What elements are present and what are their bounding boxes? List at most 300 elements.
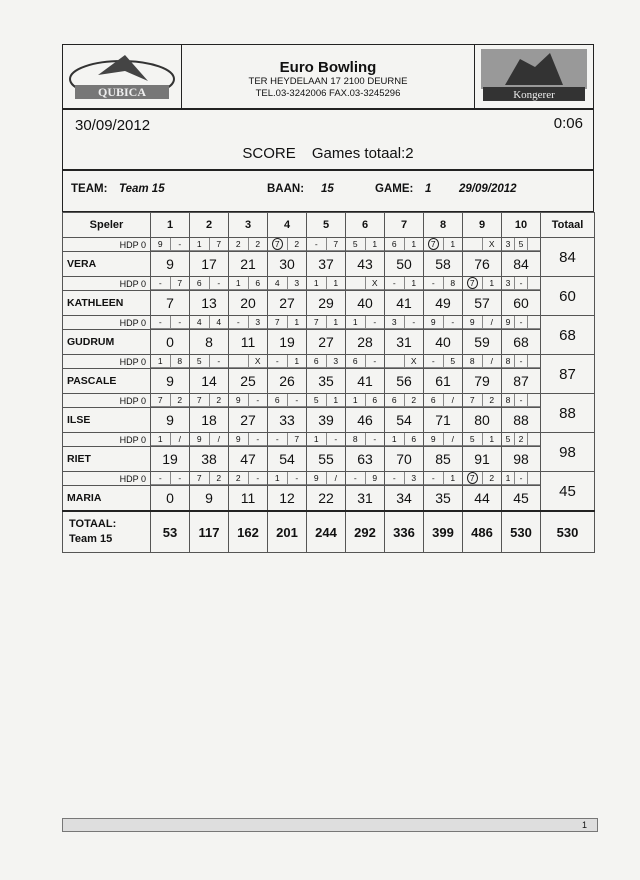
player-row: [63, 238, 595, 252]
frame-balls: [151, 238, 190, 252]
ball-result: -: [307, 238, 327, 250]
ball-result: 7: [177, 278, 183, 288]
ball-result: 3: [333, 356, 339, 366]
ball-result: 9: [372, 473, 378, 483]
frame-balls: [268, 472, 307, 486]
team-grand-total: 530: [541, 511, 595, 553]
player-name: ILSE: [63, 408, 151, 433]
ball-result: 8: [450, 278, 456, 288]
ball-result: 6: [385, 238, 405, 250]
frame-balls: [268, 355, 307, 369]
ball-result: -: [515, 355, 528, 367]
ball-result: 9: [463, 316, 483, 328]
ball-result: 1: [190, 238, 210, 250]
ball-result: [528, 238, 540, 250]
frame-cumulative-score: 26: [268, 369, 307, 394]
ball-result: /: [490, 356, 493, 366]
page-footer-bar: [62, 818, 598, 832]
frame-balls: [268, 277, 307, 291]
frame-cumulative-score: 39: [307, 408, 346, 433]
ball-result: -: [424, 472, 444, 484]
frame-balls: [151, 472, 190, 486]
score-title: [63, 145, 593, 162]
ball-result: 3: [294, 278, 300, 288]
frame-cumulative-score: 35: [424, 486, 463, 512]
ball-result: [528, 394, 540, 406]
frame-cumulative-score: 56: [385, 369, 424, 394]
frame-cumulative-score: 84: [502, 252, 541, 277]
team-frame-total: 399: [424, 511, 463, 553]
frame-cumulative-score: 79: [463, 369, 502, 394]
frame-cumulative-score: 91: [463, 447, 502, 472]
team-total-name: Team 15: [69, 533, 113, 545]
ball-result: 5: [502, 433, 515, 445]
ball-result: [346, 277, 366, 289]
frame-cumulative-score: 27: [268, 291, 307, 316]
ball-result: -: [256, 434, 260, 444]
frame-balls: [190, 316, 229, 330]
game-number: 1: [425, 183, 432, 195]
page-number: 1: [581, 820, 587, 830]
ball-result: 2: [515, 433, 528, 445]
frame-cumulative-score: 25: [229, 369, 268, 394]
frame-balls: [268, 394, 307, 408]
frame-balls: [268, 238, 307, 252]
frame-balls: [346, 316, 385, 330]
ball-result: 9: [424, 316, 444, 328]
team-name: Team 15: [119, 183, 165, 195]
frame-cumulative-score: 9: [151, 252, 190, 277]
ball-result: -: [295, 395, 299, 405]
ball-result: 7: [307, 316, 327, 328]
ball-result: /: [451, 395, 454, 405]
column-header-frame: 5: [307, 213, 346, 238]
frame-cumulative-score: 71: [424, 408, 463, 433]
ball-result: 3: [255, 317, 261, 327]
frame-balls: [229, 472, 268, 486]
ball-result: 1: [411, 278, 417, 288]
frame-balls: [463, 394, 502, 408]
column-header-row: [63, 213, 595, 238]
ball-result: [528, 355, 540, 367]
ball-result: -: [268, 433, 288, 445]
frame-balls: [346, 394, 385, 408]
ball-result: 2: [229, 238, 249, 250]
ball-result: 7: [463, 394, 483, 406]
column-header-total: Totaal: [541, 213, 595, 238]
kongerer-logo: [474, 45, 593, 109]
frame-cumulative-score: 33: [268, 408, 307, 433]
frame-cumulative-score: 57: [463, 291, 502, 316]
ball-result: 6: [385, 394, 405, 406]
frame-balls: [190, 277, 229, 291]
player-row: [63, 355, 595, 369]
ball-result: 9: [229, 394, 249, 406]
frame-cumulative-score: 31: [346, 486, 385, 512]
ball-result: -: [151, 316, 171, 328]
frame-cumulative-score: 12: [268, 486, 307, 512]
frame-cumulative-score: 9: [151, 408, 190, 433]
frame-balls: [307, 355, 346, 369]
team-frame-total: 201: [268, 511, 307, 553]
ball-result: 7: [268, 238, 288, 250]
frame-cumulative-score: 29: [307, 291, 346, 316]
ball-result: -: [373, 434, 377, 444]
frame-cumulative-score: 55: [307, 447, 346, 472]
frame-cumulative-score: 98: [502, 447, 541, 472]
ball-result: -: [217, 356, 221, 366]
ball-result: 8: [502, 355, 515, 367]
frame-balls: [190, 394, 229, 408]
ball-result: -: [515, 472, 528, 484]
ball-result: [528, 316, 540, 328]
ball-result: 1: [489, 278, 495, 288]
ball-result: 9: [307, 472, 327, 484]
frame-cumulative-score: 54: [385, 408, 424, 433]
column-header-frame: 3: [229, 213, 268, 238]
handicap-label: HDP 0: [63, 316, 151, 330]
frame-balls: [463, 433, 502, 447]
frame-cumulative-score: 43: [346, 252, 385, 277]
player-score-row: [63, 291, 595, 316]
player-row: [63, 394, 595, 408]
ball-result: 3: [502, 238, 515, 250]
ball-result: X: [371, 278, 378, 288]
frame-cumulative-score: 19: [268, 330, 307, 355]
frame-cumulative-score: 7: [151, 291, 190, 316]
frame-balls: [424, 238, 463, 252]
frame-balls: [346, 472, 385, 486]
ball-result: 5: [450, 356, 456, 366]
ball-result: -: [178, 473, 182, 483]
ball-result: 1: [450, 473, 456, 483]
frame-cumulative-score: 50: [385, 252, 424, 277]
frame-cumulative-score: 30: [268, 252, 307, 277]
frame-cumulative-score: 8: [190, 330, 229, 355]
frame-balls: [151, 394, 190, 408]
ball-result: -: [451, 317, 455, 327]
frame-cumulative-score: 40: [424, 330, 463, 355]
ball-result: 1: [294, 317, 300, 327]
player-name: PASCALE: [63, 369, 151, 394]
ball-result: 7: [268, 316, 288, 328]
frame-cumulative-score: 46: [346, 408, 385, 433]
ball-result: 1: [502, 472, 515, 484]
column-header-frame: 1: [151, 213, 190, 238]
frame-balls: [190, 355, 229, 369]
ball-result: 2: [411, 395, 417, 405]
frame-balls: [385, 394, 424, 408]
frame-cumulative-score: 0: [151, 330, 190, 355]
frame-cumulative-score: 20: [229, 291, 268, 316]
frame-balls: [190, 433, 229, 447]
player-row: [63, 277, 595, 291]
print-time: 0:06: [553, 115, 583, 132]
team-total-caption: TOTAAL:: [69, 518, 117, 530]
frame-balls: [502, 277, 541, 291]
company-phone-fax: TEL.03-3242006 FAX.03-3245296: [255, 88, 401, 99]
frame-balls: [229, 433, 268, 447]
player-total: 88: [541, 394, 595, 433]
player-name: MARIA: [63, 486, 151, 512]
player-total: 60: [541, 277, 595, 316]
alley-header: [62, 44, 594, 110]
frame-balls: [307, 472, 346, 486]
frame-cumulative-score: 34: [385, 486, 424, 512]
ball-result: 3: [502, 277, 515, 289]
ball-result: -: [385, 277, 405, 289]
ball-result: 6: [346, 355, 366, 367]
ball-result: -: [295, 473, 299, 483]
games-total: Games totaal:2: [311, 145, 414, 162]
ball-result: -: [515, 277, 528, 289]
frame-balls: [385, 355, 424, 369]
ball-result: 8: [346, 433, 366, 445]
frame-cumulative-score: 37: [307, 252, 346, 277]
ball-result: -: [515, 316, 528, 328]
team-label: TEAM:: [71, 183, 108, 195]
ball-result: 7: [463, 472, 483, 484]
player-score-row: [63, 447, 595, 472]
frame-cumulative-score: 31: [385, 330, 424, 355]
ball-result: -: [373, 317, 377, 327]
frame-cumulative-score: 49: [424, 291, 463, 316]
ball-result: 4: [216, 317, 222, 327]
ball-result: 5: [515, 238, 528, 250]
ball-result: 8: [463, 355, 483, 367]
frame-balls: [229, 277, 268, 291]
ball-result: 3: [411, 473, 417, 483]
ball-result: 3: [385, 316, 405, 328]
game-info: [62, 170, 594, 212]
ball-result: 7: [216, 239, 222, 249]
frame-balls: [346, 238, 385, 252]
ball-result: /: [490, 317, 493, 327]
ball-result: 9: [502, 316, 515, 328]
frame-cumulative-score: 41: [346, 369, 385, 394]
frame-balls: [502, 316, 541, 330]
column-header-frame: 2: [190, 213, 229, 238]
team-total-label: [63, 511, 151, 553]
player-row: [63, 472, 595, 486]
ball-result: 1: [151, 355, 171, 367]
frame-balls: [307, 277, 346, 291]
player-total: 84: [541, 238, 595, 277]
frame-cumulative-score: 59: [463, 330, 502, 355]
frame-balls: [151, 277, 190, 291]
frame-cumulative-score: 9: [190, 486, 229, 512]
ball-result: 2: [177, 395, 183, 405]
company-name: Euro Bowling: [279, 59, 377, 76]
frame-balls: [307, 238, 346, 252]
score-label: SCORE: [242, 145, 296, 162]
frame-cumulative-score: 68: [502, 330, 541, 355]
team-frame-total: 162: [229, 511, 268, 553]
game-date: 29/09/2012: [459, 183, 517, 195]
ball-result: 2: [216, 473, 222, 483]
ball-result: 1: [372, 239, 378, 249]
frame-balls: [463, 238, 502, 252]
frame-cumulative-score: 70: [385, 447, 424, 472]
ball-result: 1: [229, 277, 249, 289]
frame-balls: [502, 355, 541, 369]
frame-cumulative-score: 13: [190, 291, 229, 316]
ball-result: 6: [307, 355, 327, 367]
ball-result: 1: [346, 394, 366, 406]
ball-result: -: [334, 434, 338, 444]
ball-result: -: [385, 472, 405, 484]
ball-result: -: [424, 355, 444, 367]
print-date: 30/09/2012: [75, 117, 151, 134]
ball-result: 1: [385, 433, 405, 445]
ball-result: 2: [216, 395, 222, 405]
ball-result: 1: [307, 277, 327, 289]
player-row: [63, 316, 595, 330]
ball-result: [385, 355, 405, 367]
ball-result: 5: [346, 238, 366, 250]
column-header-frame: 7: [385, 213, 424, 238]
ball-result: [229, 355, 249, 367]
frame-balls: [424, 394, 463, 408]
ball-result: 5: [463, 433, 483, 445]
ball-result: 5: [307, 394, 327, 406]
ball-result: /: [451, 434, 454, 444]
ball-result: -: [217, 278, 221, 288]
ball-result: [463, 238, 483, 250]
handicap-label: HDP 0: [63, 277, 151, 291]
column-header-frame: 4: [268, 213, 307, 238]
frame-cumulative-score: 18: [190, 408, 229, 433]
ball-result: 5: [190, 355, 210, 367]
ball-result: -: [256, 395, 260, 405]
score-table: [62, 212, 595, 553]
frame-cumulative-score: 40: [346, 291, 385, 316]
frame-cumulative-score: 35: [307, 369, 346, 394]
ball-result: -: [151, 472, 171, 484]
frame-balls: [502, 433, 541, 447]
ball-result: /: [334, 473, 337, 483]
frame-balls: [307, 433, 346, 447]
ball-result: /: [217, 434, 220, 444]
team-frame-total: 292: [346, 511, 385, 553]
player-total: 45: [541, 472, 595, 512]
ball-result: 2: [489, 473, 495, 483]
column-header-frame: 8: [424, 213, 463, 238]
kongerer-logo-text: Kongerer: [513, 89, 555, 101]
lane-label: BAAN:: [267, 183, 305, 195]
ball-result: 1: [450, 239, 456, 249]
ball-result: 2: [489, 395, 495, 405]
frame-cumulative-score: 19: [151, 447, 190, 472]
frame-balls: [307, 316, 346, 330]
frame-balls: [151, 355, 190, 369]
player-score-row: [63, 330, 595, 355]
ball-result: -: [229, 316, 249, 328]
ball-result: 7: [294, 434, 300, 444]
company-address: TER HEYDELAAN 17 2100 DEURNE: [248, 76, 408, 87]
frame-cumulative-score: 14: [190, 369, 229, 394]
ball-result: 1: [268, 472, 288, 484]
team-frame-total: 486: [463, 511, 502, 553]
ball-result: 6: [411, 434, 417, 444]
frame-cumulative-score: 41: [385, 291, 424, 316]
player-score-row: [63, 486, 595, 512]
player-score-row: [63, 408, 595, 433]
handicap-label: HDP 0: [63, 355, 151, 369]
player-name: RIET: [63, 447, 151, 472]
ball-result: 1: [333, 395, 339, 405]
ball-result: 7: [424, 238, 444, 250]
ball-result: 8: [502, 394, 515, 406]
frame-balls: [346, 433, 385, 447]
ball-result: 6: [372, 395, 378, 405]
ball-result: X: [254, 356, 261, 366]
team-frame-total: 244: [307, 511, 346, 553]
ball-result: -: [424, 277, 444, 289]
qubica-logo: [63, 45, 182, 109]
team-frame-total: 336: [385, 511, 424, 553]
frame-cumulative-score: 61: [424, 369, 463, 394]
frame-cumulative-score: 27: [307, 330, 346, 355]
frame-cumulative-score: 11: [229, 486, 268, 512]
frame-balls: [307, 394, 346, 408]
lane-number: 15: [321, 183, 334, 195]
frame-cumulative-score: 11: [229, 330, 268, 355]
ball-result: -: [151, 277, 171, 289]
frame-cumulative-score: 17: [190, 252, 229, 277]
ball-result: -: [515, 394, 528, 406]
frame-cumulative-score: 27: [229, 408, 268, 433]
ball-result: 2: [255, 239, 261, 249]
frame-balls: [151, 316, 190, 330]
frame-balls: [268, 433, 307, 447]
ball-result: 6: [255, 278, 261, 288]
frame-balls: [385, 433, 424, 447]
column-header-frame: 6: [346, 213, 385, 238]
frame-balls: [424, 472, 463, 486]
ball-result: 1: [333, 317, 339, 327]
handicap-label: HDP 0: [63, 238, 151, 252]
handicap-label: HDP 0: [63, 433, 151, 447]
frame-balls: [424, 277, 463, 291]
ball-result: 8: [177, 356, 183, 366]
ball-result: 2: [229, 472, 249, 484]
session-info: [62, 108, 594, 170]
team-total-row: [63, 511, 595, 553]
ball-result: -: [268, 355, 288, 367]
frame-balls: [502, 394, 541, 408]
frame-balls: [229, 316, 268, 330]
ball-result: 7: [463, 277, 483, 289]
frame-balls: [268, 316, 307, 330]
ball-result: 2: [294, 239, 300, 249]
ball-result: 7: [333, 239, 339, 249]
frame-balls: [385, 238, 424, 252]
frame-balls: [346, 355, 385, 369]
ball-result: 1: [307, 433, 327, 445]
frame-cumulative-score: 47: [229, 447, 268, 472]
column-header-frame: 10: [502, 213, 541, 238]
ball-result: 9: [190, 433, 210, 445]
player-score-row: [63, 252, 595, 277]
ball-result: 6: [424, 394, 444, 406]
ball-result: 1: [489, 434, 495, 444]
frame-balls: [463, 355, 502, 369]
frame-cumulative-score: 88: [502, 408, 541, 433]
team-frame-total: 53: [151, 511, 190, 553]
player-total: 68: [541, 316, 595, 355]
frame-cumulative-score: 80: [463, 408, 502, 433]
